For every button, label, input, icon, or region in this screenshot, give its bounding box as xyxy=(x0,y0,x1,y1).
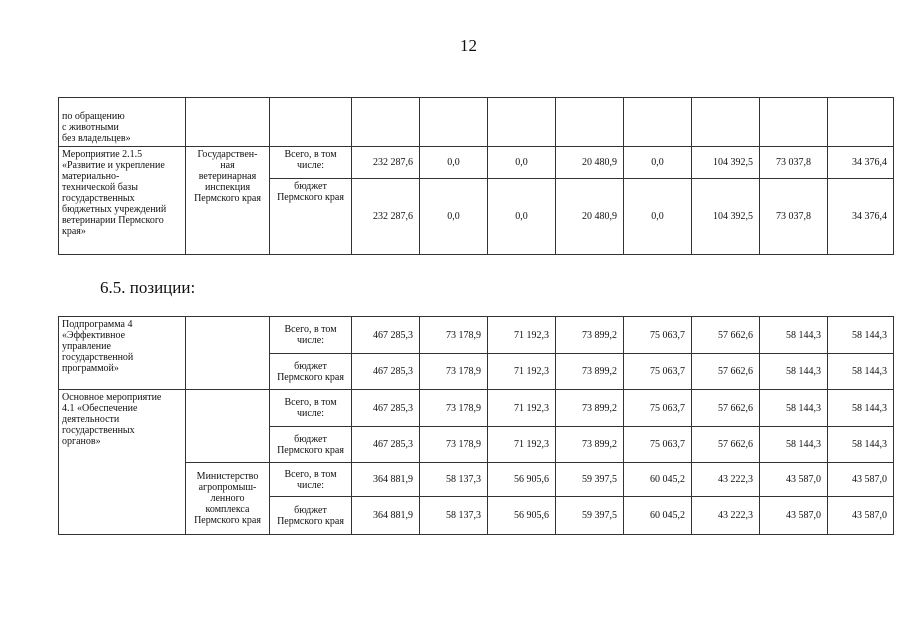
value-cell: 58 137,3 xyxy=(420,463,488,497)
value-cell: 58 144,3 xyxy=(828,317,894,354)
value-cell: 58 144,3 xyxy=(760,354,828,390)
value-cell: 467 285,3 xyxy=(352,390,420,427)
source-cell: Всего, в том числе: xyxy=(270,463,352,497)
value-cell: 58 144,3 xyxy=(760,317,828,354)
value-cell: 232 287,6 xyxy=(352,179,420,255)
value-cell: 232 287,6 xyxy=(352,147,420,179)
value-cell: 0,0 xyxy=(624,179,692,255)
value-cell: 58 137,3 xyxy=(420,497,488,535)
value-cell: 20 480,9 xyxy=(556,179,624,255)
value-cell: 467 285,3 xyxy=(352,317,420,354)
source-cell: бюджет Пермского края xyxy=(270,427,352,463)
value-cell: 59 397,5 xyxy=(556,463,624,497)
value-cell: 43 587,0 xyxy=(828,497,894,535)
value-cell: 73 178,9 xyxy=(420,354,488,390)
value-cell: 71 192,3 xyxy=(488,354,556,390)
value-cell: 75 063,7 xyxy=(624,390,692,427)
financing-table-1 xyxy=(58,97,894,255)
value-cell: 73 899,2 xyxy=(556,317,624,354)
value-cell: 104 392,5 xyxy=(692,179,760,255)
value-cell: 57 662,6 xyxy=(692,354,760,390)
value-cell: 58 144,3 xyxy=(828,427,894,463)
executor-cell: Государствен- ная ветеринарная инспекция Пермского края xyxy=(186,147,270,255)
value-cell: 467 285,3 xyxy=(352,427,420,463)
value-cell: 58 144,3 xyxy=(760,427,828,463)
value-cell: 58 144,3 xyxy=(828,354,894,390)
source-cell: Всего, в том числе: xyxy=(270,147,352,179)
value-cell: 73 037,8 xyxy=(760,179,828,255)
measure-name-cell: Основное мероприятие 4.1 «Обеспечение деятельности государственных органов» xyxy=(59,390,186,535)
value-cell: 75 063,7 xyxy=(624,427,692,463)
value-cell: 0,0 xyxy=(420,179,488,255)
source-cell: бюджет Пермского края xyxy=(270,354,352,390)
measure-name-cell: Мероприятие 2.1.5 «Развитие и укрепление материально- технической базы государственных бюджетных учреждений ветеринарии Пермского края» xyxy=(59,147,186,255)
value-cell: 58 144,3 xyxy=(760,390,828,427)
value-cell: 57 662,6 xyxy=(692,427,760,463)
page-number: 12 xyxy=(460,36,477,55)
source-cell: бюджет Пермского края xyxy=(270,179,352,255)
value-cell: 20 480,9 xyxy=(556,147,624,179)
value-cell: 71 192,3 xyxy=(488,317,556,354)
value-cell: 59 397,5 xyxy=(556,497,624,535)
value-cell: 58 144,3 xyxy=(828,390,894,427)
value-cell: 0,0 xyxy=(624,147,692,179)
value-cell: 57 662,6 xyxy=(692,390,760,427)
program-name-cell: Подпрограмма 4 «Эффективное управление государственной программой» xyxy=(59,317,186,390)
financing-table-2 xyxy=(58,316,894,535)
value-cell: 43 222,3 xyxy=(692,497,760,535)
value-cell: 73 899,2 xyxy=(556,390,624,427)
value-cell: 364 881,9 xyxy=(352,497,420,535)
value-cell: 73 037,8 xyxy=(760,147,828,179)
value-cell: 34 376,4 xyxy=(828,147,894,179)
value-cell: 43 222,3 xyxy=(692,463,760,497)
source-cell: Всего, в том числе: xyxy=(270,390,352,427)
value-cell: 73 178,9 xyxy=(420,317,488,354)
value-cell: 34 376,4 xyxy=(828,179,894,255)
value-cell: 0,0 xyxy=(420,147,488,179)
executor-cell xyxy=(186,317,270,390)
value-cell: 75 063,7 xyxy=(624,317,692,354)
value-cell: 43 587,0 xyxy=(828,463,894,497)
value-cell: 60 045,2 xyxy=(624,497,692,535)
value-cell: 0,0 xyxy=(488,179,556,255)
source-cell: бюджет Пермского края xyxy=(270,497,352,535)
section-heading: 6.5. позиции: xyxy=(100,278,196,297)
value-cell: 43 587,0 xyxy=(760,497,828,535)
program-name-cell: по обращению с животными без владельцев» xyxy=(59,98,186,147)
source-cell: Всего, в том числе: xyxy=(270,317,352,354)
value-cell: 73 899,2 xyxy=(556,354,624,390)
value-cell: 56 905,6 xyxy=(488,497,556,535)
table-row xyxy=(59,390,894,427)
value-cell: 60 045,2 xyxy=(624,463,692,497)
table-row xyxy=(59,317,894,354)
value-cell: 57 662,6 xyxy=(692,317,760,354)
executor-cell: Министерство агропромыш- ленного комплекса Пермского края xyxy=(186,463,270,535)
table-row xyxy=(59,98,894,147)
value-cell: 43 587,0 xyxy=(760,463,828,497)
value-cell: 75 063,7 xyxy=(624,354,692,390)
value-cell: 56 905,6 xyxy=(488,463,556,497)
value-cell: 71 192,3 xyxy=(488,390,556,427)
executor-cell xyxy=(186,390,270,463)
value-cell: 0,0 xyxy=(488,147,556,179)
value-cell: 104 392,5 xyxy=(692,147,760,179)
value-cell: 467 285,3 xyxy=(352,354,420,390)
value-cell: 364 881,9 xyxy=(352,463,420,497)
table-row xyxy=(59,147,894,179)
value-cell: 73 178,9 xyxy=(420,427,488,463)
value-cell: 73 899,2 xyxy=(556,427,624,463)
value-cell: 71 192,3 xyxy=(488,427,556,463)
value-cell: 73 178,9 xyxy=(420,390,488,427)
